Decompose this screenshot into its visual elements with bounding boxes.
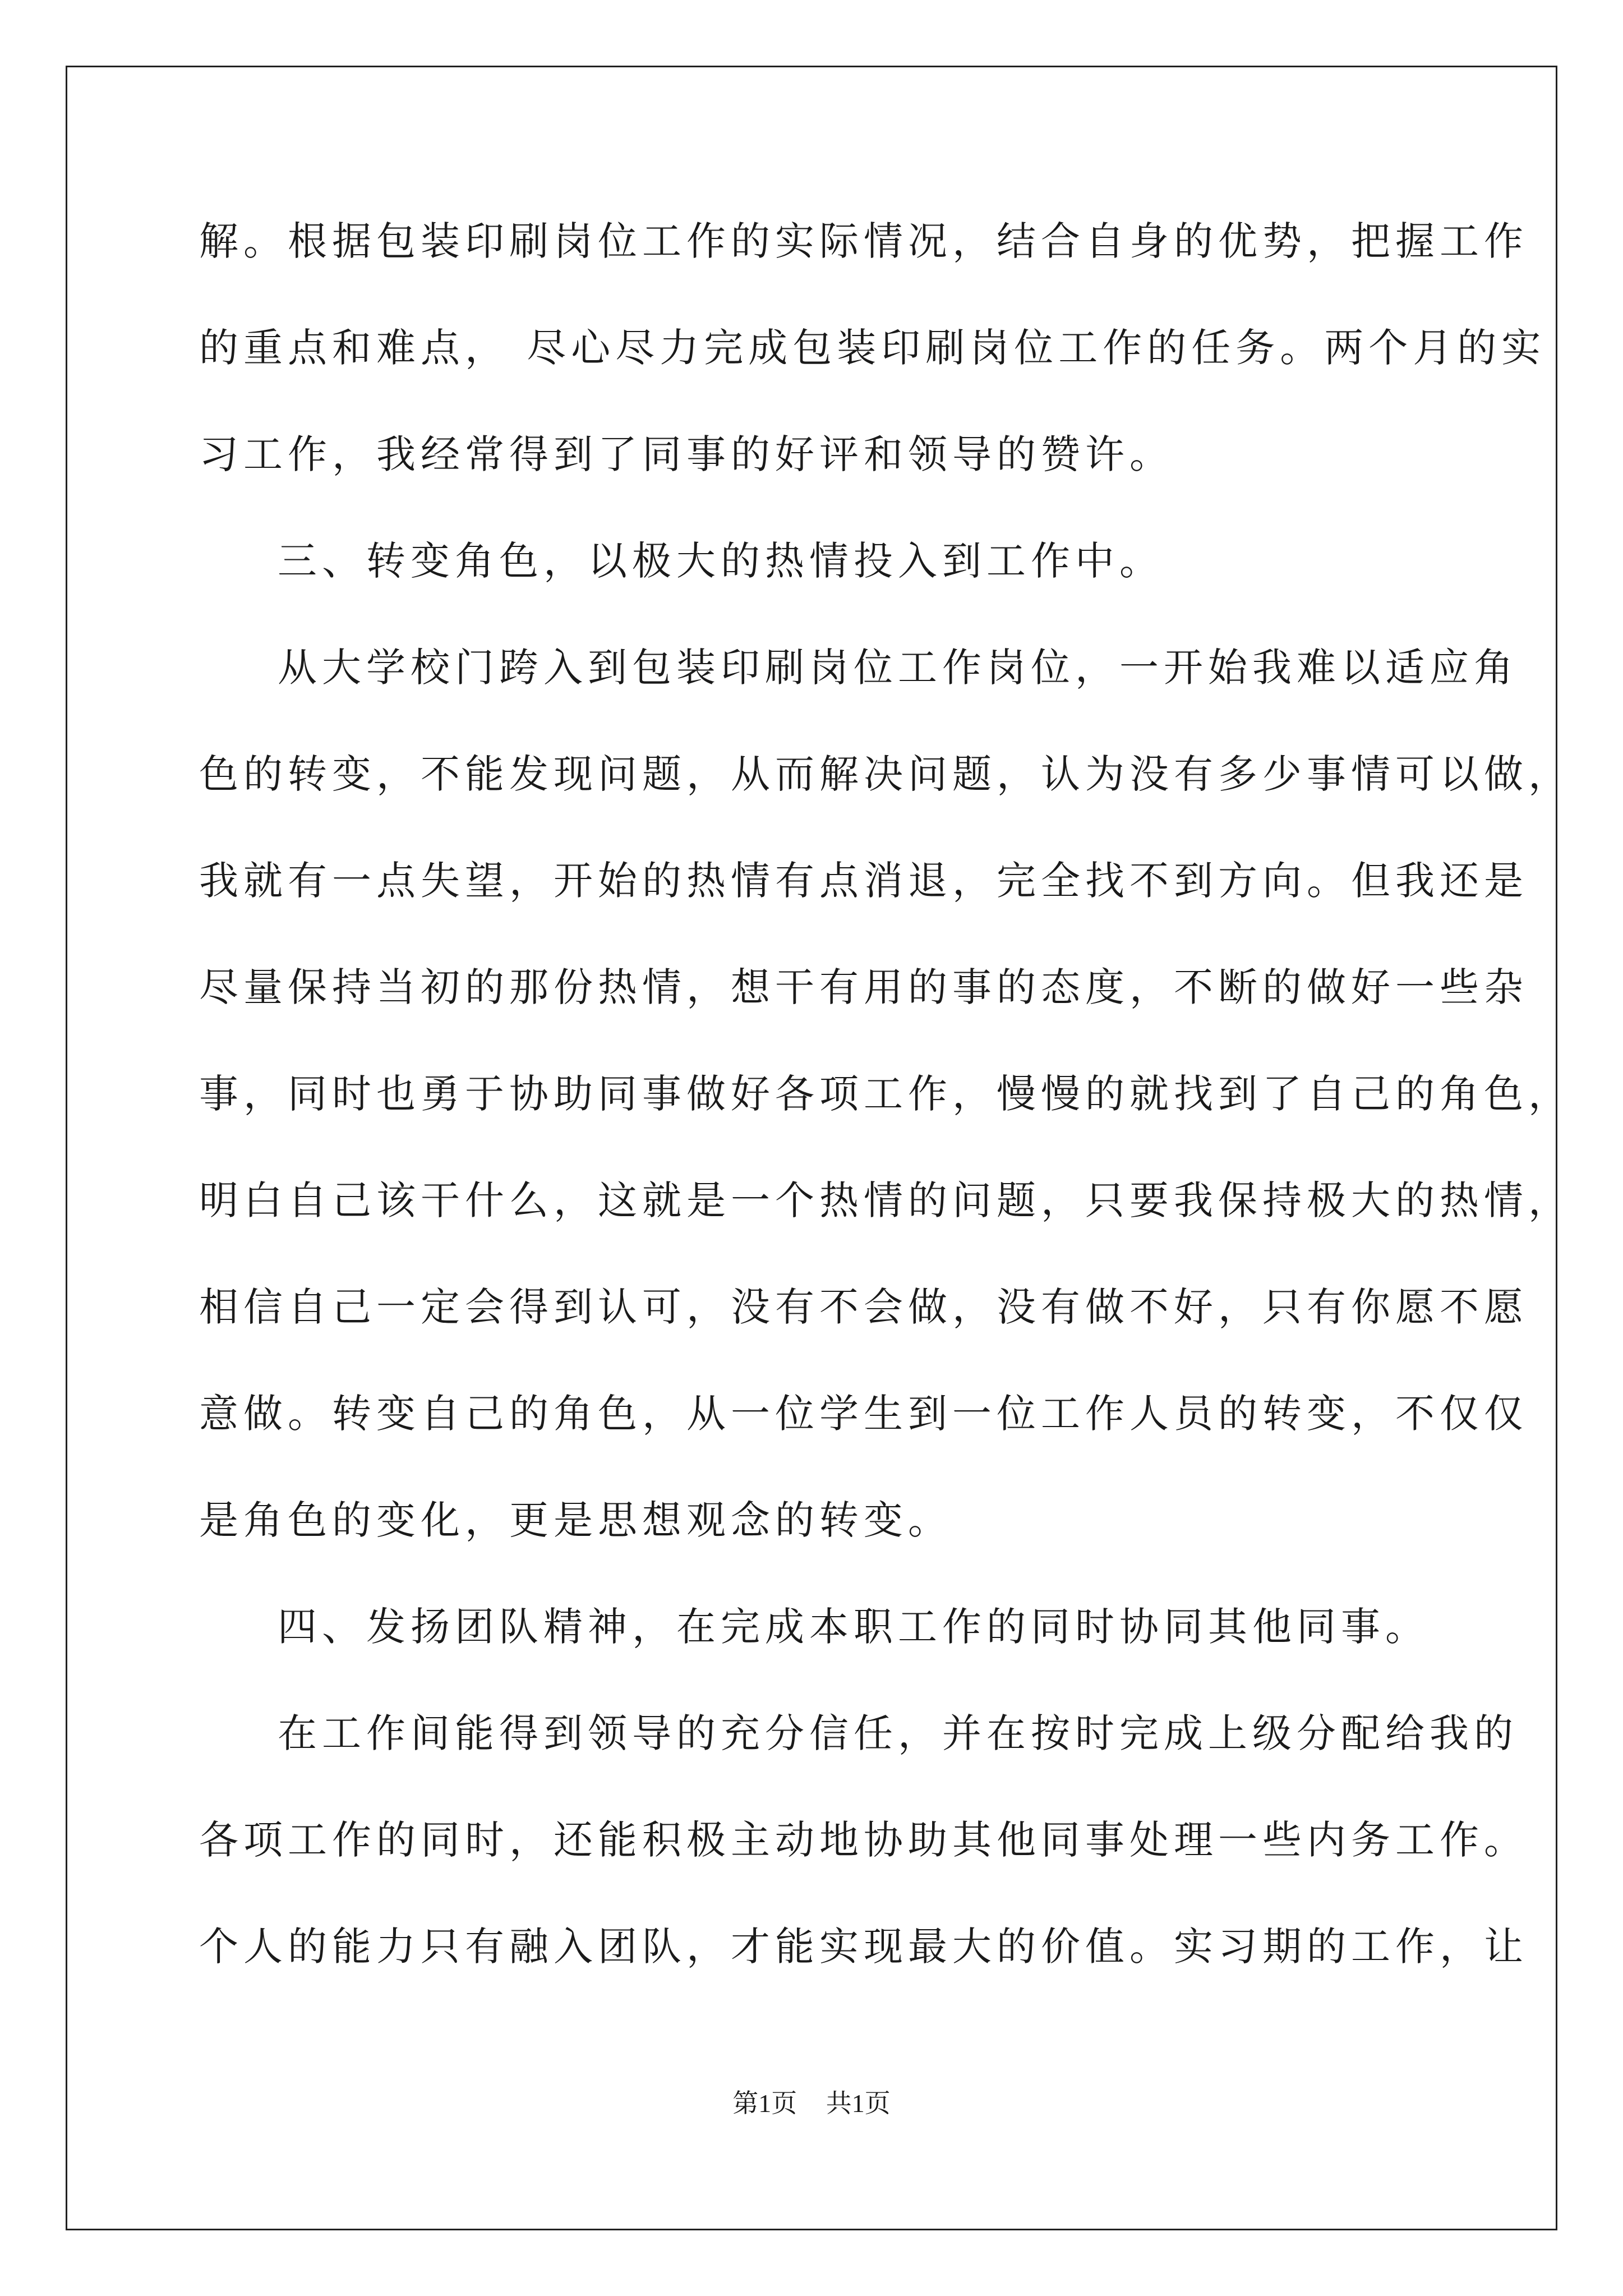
page-total: 共1页 xyxy=(826,2089,891,2118)
text-line: 相信自己一定会得到认可，没有不会做，没有做不好，只有你愿不愿 xyxy=(199,1284,1528,1330)
text-line: 是角色的变化，更是思想观念的转变。 xyxy=(199,1497,952,1543)
text-line: 色的转变，不能发现问题，从而解决问题，认为没有多少事情可以做， xyxy=(199,751,1573,797)
text-line: 个人的能力只有融入团队，才能实现最大的价值。实习期的工作，让 xyxy=(199,1924,1528,1970)
text-line: 明白自己该干什么，这就是一个热情的问题，只要我保持极大的热情， xyxy=(199,1177,1573,1223)
page-number: 第1页 xyxy=(732,2089,797,2118)
section-heading: 四、发扬团队精神，在完成本职工作的同时协同其他同事。 xyxy=(278,1604,1430,1650)
text-line: 各项工作的同时，还能积极主动地协助其他同事处理一些内务工作。 xyxy=(199,1817,1528,1863)
text-line: 事，同时也勇于协助同事做好各项工作，慢慢的就找到了自己的角色， xyxy=(199,1071,1573,1117)
text-line: 习工作，我经常得到了同事的好评和领导的赞许。 xyxy=(199,431,1174,477)
text-line: 我就有一点失望，开始的热情有点消退，完全找不到方向。但我还是 xyxy=(199,858,1528,904)
text-line: 从大学校门跨入到包装印刷岗位工作岗位，一开始我难以适应角 xyxy=(278,645,1518,691)
text-line: 尽量保持当初的那份热情，想干有用的事的态度，不断的做好一些杂 xyxy=(199,964,1528,1010)
page-border xyxy=(66,66,1557,2230)
text-line: 的重点和难点， 尽心尽力完成包装印刷岗位工作的任务。两个月的实 xyxy=(199,325,1546,371)
text-line: 在工作间能得到领导的充分信任，并在按时完成上级分配给我的 xyxy=(278,1710,1518,1756)
text-line: 意做。转变自己的角色，从一位学生到一位工作人员的转变，不仅仅 xyxy=(199,1391,1528,1437)
text-line: 解。根据包装印刷岗位工作的实际情况，结合自身的优势，把握工作 xyxy=(199,218,1528,264)
section-heading: 三、转变角色，以极大的热情投入到工作中。 xyxy=(278,538,1164,584)
page-footer xyxy=(0,2087,1623,2120)
